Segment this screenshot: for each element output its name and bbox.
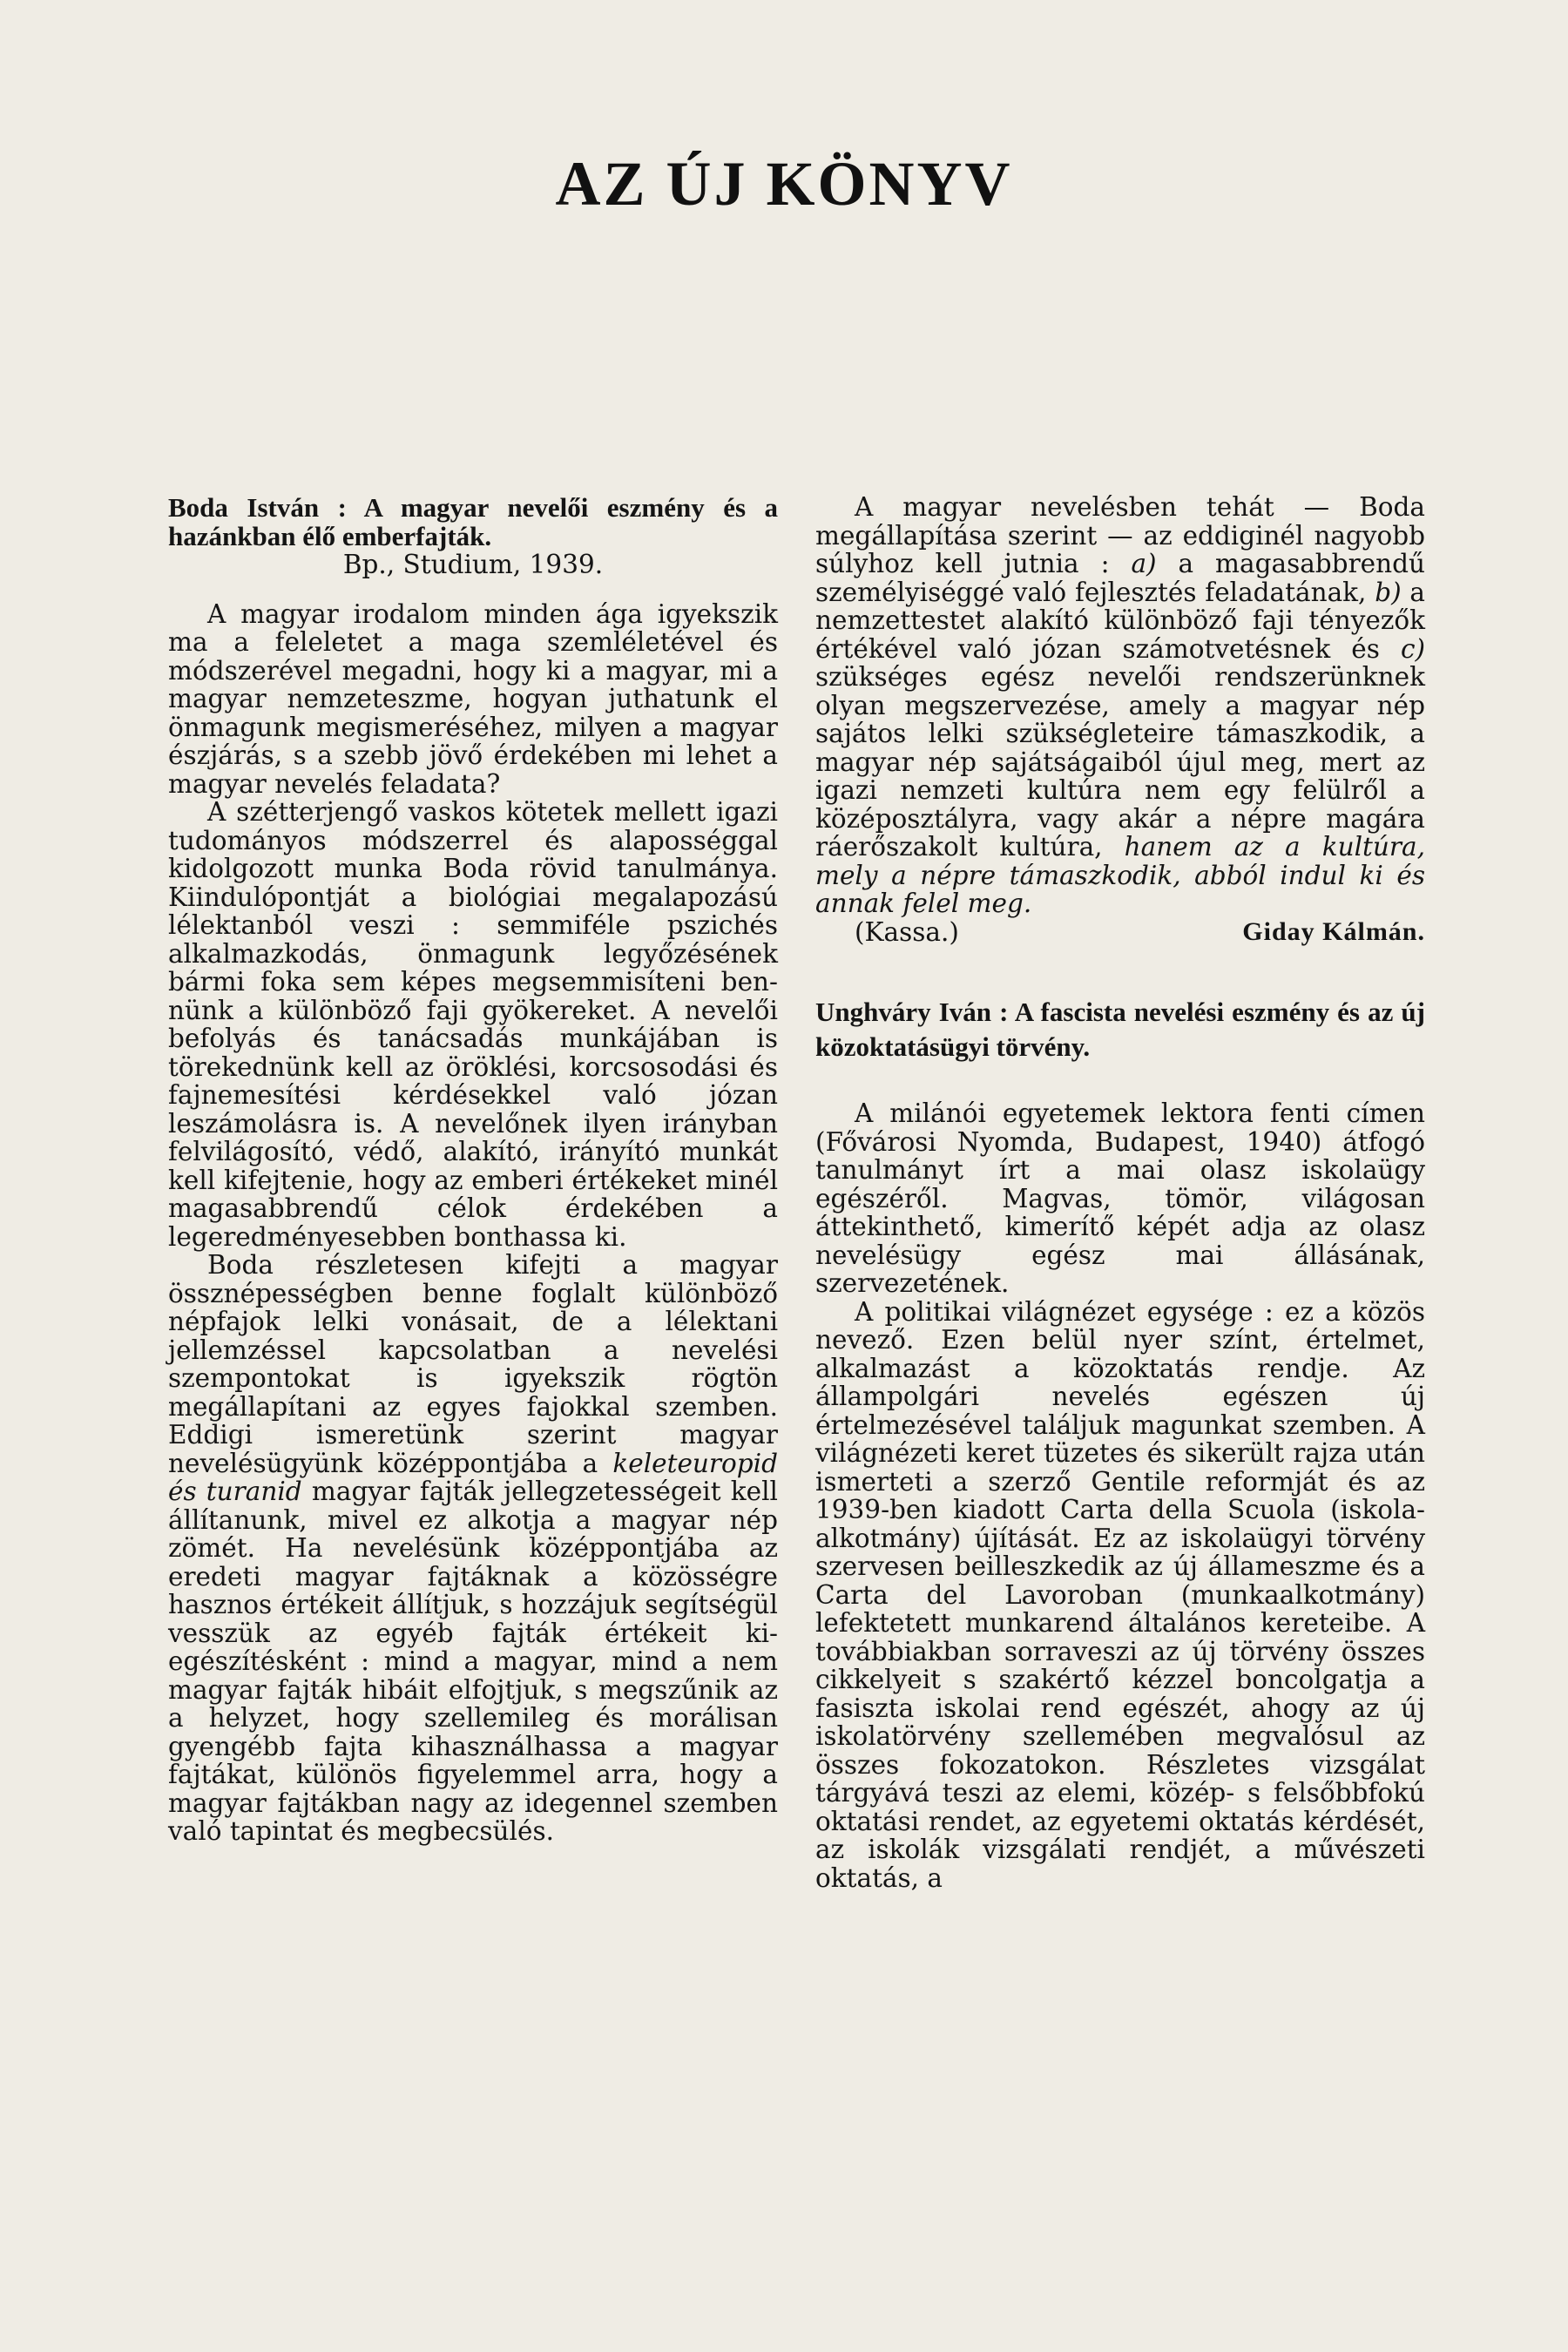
review1-p4-mark-b: b) xyxy=(1375,577,1402,607)
review1-heading: Boda István : A magyar nevelői eszmény és a hazánkban élő emberfajták. xyxy=(168,492,778,551)
heading-spacer xyxy=(815,1064,1425,1099)
review1-p4-text-c: a nemzettestet alakító különböző faji tényezők értékével való józan számotvetésnek és xyxy=(815,577,1425,664)
page-title: AZ ÚJ KÖNYV xyxy=(555,149,1013,219)
review1-p4-mark-c: c) xyxy=(1400,633,1425,664)
review2-heading: Unghváry Iván : A fascista nevelési eszmény és az új közoktatásügyi törvény. xyxy=(815,997,1425,1062)
section-spacer xyxy=(815,946,1425,995)
review1-p3-text-b: magyar fajták jellegzetességeit kell állítanunk, mivel ez alkotja a magyar nép zömét. Ha nevelésünk középpontjába az eredeti magyar fajtáknak a közösségre hasznos értékeit állítjuk, s hozzájuk segítségül vesszük az egyéb fajták értékeit kiegészítésként : mind a magyar, mind a nem magyar fajták hibáit elfojtjuk, s megszűnik az a helyzet, hogy szellemileg és morálisan gyengébb fajta kihasználhassa a magyar fajtákat, különös figyelemmel arra, hogy a magyar fajtákban nagy az idegennel szemben való tapintat és megbecsülés. xyxy=(168,1477,778,1846)
review1-publication: Bp., Studium, 1939. xyxy=(342,550,604,579)
review1-paragraph-3 xyxy=(168,1251,778,1846)
review1-p4-text-a: A magyar nevelésben tehát — Boda megállapítása szerint — az eddiginél nagyobb súlyhoz kell jutnia : xyxy=(815,492,1425,578)
review1-p4-text-b: a magasabbrendű személyiséggé való fejlesztés feladatának, xyxy=(815,549,1426,607)
review2-paragraph-1: A milánói egyetemek lektora fenti címen (Fővárosi Nyomda, Budapest, 1940) átfogó tanulmányt írt a mai olasz iskolaügy egészéről. Magvas, tömör, világosan áttekinthető, kimerítő képét adja az olasz nevelésügy egész mai állásának, szervezetének. xyxy=(815,1098,1425,1298)
review2-paragraph-2: A politikai világnézet egysége : ez a közös nevező. Ezen belül nyer színt, értelmet, alkalmazást a közoktatás rendje. Az állampolgári nevelés egészen új értelmezésével találjuk magunkat szemben. A világnézeti keret tüzetes és sikerült rajza után ismerteti a szerző Gentile reformját és az 1939-ben kiadott Carta della Scuola (iskolaalkotmány) újítását. Ez az iskolaügyi törvény szervesen beilleszkedik az új állameszme és a Carta del Lavoroban (munkaalkotmány) lefektetett munkarend általános kereteibe. A továbbiakban sorraveszi az új törvény összes cikkelyeit s szakértő kézzel boncolgatja a fasiszta iskolai rend egészét, ahogy az új iskolatörvény szellemében megvalósul az összes fokozatokon. Részletes vizsgálat tárgyává teszi az elemi, közép- s felsőbbfokú oktatási rendet, az egyetemi oktatás kérdését, az iskolák vizsgálati rendjét, a művészeti oktatás, a xyxy=(815,1296,1425,1893)
review1-signature xyxy=(815,918,1425,947)
right-column xyxy=(815,493,1425,1892)
left-column xyxy=(168,493,778,1846)
review1-paragraph-1: A magyar irodalom minden ága igyekszik ma a feleletet a maga szemléletével és módszerével megadni, hogy ki a magyar, mi a magyar nemzeteszme, hogyan juthatunk el önmagunk megismeréséhez, milyen a magyar észjárás, s a szebb jövő érdekében mi lehet a magyar nevelés feladata? xyxy=(168,598,778,799)
review1-p4-italic: hanem az a kultúra, mely a népre támaszkodik, abból indul ki és annak felel meg. xyxy=(815,832,1425,918)
review1-reviewer: Giday Kálmán. xyxy=(1242,916,1425,946)
review1-paragraph-2: A szétterjengő vaskos kötetek mellett igazi tudományos módszerrel és alaposséggal kidolgozott munka Boda rövid tanulmánya. Kiindulópontját a biológiai megalapozású lélektanból veszi : semmiféle pszichés alkalmazkodás, önmagunk legyőzésének bármi foka sem képes megsemmisíteni bennünk a különböző faji gyökereket. A nevelői befolyás és tanácsadás munkájában is törekednünk kell az öröklési, korcsosodási és fajnemesítési kérdésekkel való józan leszámolásra is. A nevelőnek ilyen irányban felvilágosító, védő, alakító, irányító munkát kell kifejtenie, hogy az emberi értékeket minél magasabbrendű célok érdekében a legeredményesebben bonthassa ki. xyxy=(168,797,778,1252)
review1-p3-text-a: Boda részletesen kifejti a magyar össznépességben benne foglalt különböző népfajok lelki vonásait, de a lélektani jellemzéssel kapcsolatban a nevelési szempontokat is igyekszik rögtön megállapítani az egyes fajokkal szemben. Eddigi ismeretünk szerint magyar nevelésügyünk középpontjába a xyxy=(168,1250,778,1478)
review1-p4-mark-a: a) xyxy=(1131,549,1157,578)
review1-p3-italic: keleteuropid és turanid xyxy=(168,1448,778,1506)
review1-paragraph-4 xyxy=(815,493,1425,918)
review1-place: (Kassa.) xyxy=(855,916,959,947)
review1-p4-text-d: szükséges egész nevelői rendszerünknek olyan megszervezése, amely a magyar nép sajátos lelki szükségleteire támaszkodik, a magyar nép sajátságaiból újul meg, mert az igazi nemzeti kultúra nem egy felülről a középosztályra, vagy akár a népre magára ráerőszakolt kultúra, xyxy=(815,662,1425,862)
